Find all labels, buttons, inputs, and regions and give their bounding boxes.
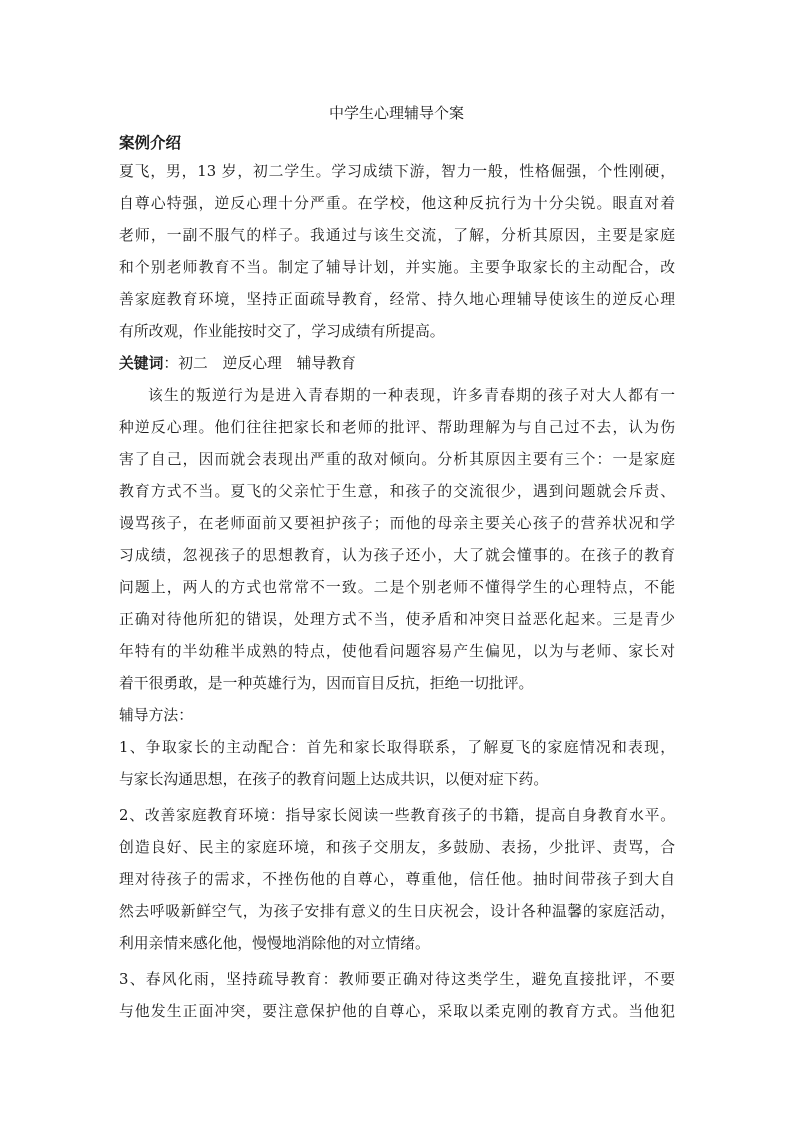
analysis-line: 教育方式不当。夏飞的父亲忙于生意，和孩子的交流很少，遇到问题就会斥责、 <box>119 483 675 500</box>
keywords-line <box>119 348 675 380</box>
analysis-line: 正确对待他所犯的错误，处理方式不当，使矛盾和冲突日益恶化起来。三是青少 <box>119 611 675 628</box>
case-intro-paragraph <box>119 156 675 348</box>
analysis-line: 种逆反心理。他们往往把家长和老师的批评、帮助理解为与自己过不去，认为伤 <box>119 419 675 436</box>
analysis-line: 着干很勇敢，是一种英雄行为，因而盲目反抗，拒绝一切批评。 <box>119 675 534 692</box>
method-line: 与他发生正面冲突，要注意保护他的自尊心，采取以柔克刚的教育方式。当他犯 <box>119 1003 675 1020</box>
case-intro-line: 自尊心特强，逆反心理十分严重。在学校，他这种反抗行为十分尖锐。眼直对着 <box>119 195 675 212</box>
method-item-2 <box>119 800 675 960</box>
case-intro-heading: 案例介绍 <box>119 134 182 152</box>
methods-heading: 辅导方法： <box>119 707 193 724</box>
method-line: 然去呼吸新鲜空气，为孩子安排有意义的生日庆祝会，设计各种温馨的家庭活动， <box>119 903 675 920</box>
case-intro-line: 夏飞，男，13 岁，初二学生。学习成绩下游，智力一般，性格倔强，个性刚硬， <box>119 163 675 180</box>
document-body <box>119 130 675 1028</box>
method-line: 与家长沟通思想，在孩子的教育问题上达成共识，以便对症下药。 <box>119 771 549 788</box>
analysis-line: 谩骂孩子，在老师面前又要袒护孩子；而他的母亲主要关心孩子的营养状况和学 <box>119 515 675 532</box>
case-intro-line: 和个别老师教育不当。制定了辅导计划，并实施。主要争取家长的主动配合，改 <box>119 259 675 276</box>
case-intro-line: 有所改观，作业能按时交了，学习成绩有所提高。 <box>119 323 445 340</box>
analysis-line: 该生的叛逆行为是进入青春期的一种表现，许多青春期的孩子对大人都有一 <box>148 387 675 404</box>
method-line: 创造良好、民主的家庭环境，和孩子交朋友，多鼓励、表扬，少批评、责骂，合 <box>119 839 675 856</box>
method-item-3 <box>119 964 675 1028</box>
analysis-line: 害了自己，因而就会表现出严重的敌对倾向。分析其原因主要有三个：一是家庭 <box>119 451 675 468</box>
method-line: 理对待孩子的需求，不挫伤他的自尊心，尊重他，信任他。抽时间带孩子到大自 <box>119 871 675 888</box>
method-item-1 <box>119 732 675 796</box>
analysis-line: 问题上，两人的方式也常常不一致。二是个别老师不懂得学生的心理特点，不能 <box>119 579 675 596</box>
analysis-paragraph <box>119 380 675 700</box>
analysis-line: 年特有的半幼稚半成熟的特点，使他看问题容易产生偏见，以为与老师、家长对 <box>119 643 675 660</box>
method-line: 利用亲情来感化他，慢慢地消除他的对立情绪。 <box>119 935 430 952</box>
method-line: 2、改善家庭教育环境：指导家长阅读一些教育孩子的书籍，提高自身教育水平。 <box>119 807 675 824</box>
keywords-text: ：初二 逆反心理 辅导教育 <box>163 355 356 372</box>
case-intro-line: 善家庭教育环境，坚持正面疏导教育，经常、持久地心理辅导使该生的逆反心理 <box>119 291 675 308</box>
keywords-label: 关键词 <box>119 355 164 372</box>
case-intro-line: 老师，一副不服气的样子。我通过与该生交流，了解，分析其原因，主要是家庭 <box>119 227 675 244</box>
method-line: 1、争取家长的主动配合：首先和家长取得联系，了解夏飞的家庭情况和表现， <box>119 739 675 756</box>
document-title: 中学生心理辅导个案 <box>328 104 464 122</box>
method-line: 3、春风化雨，坚持疏导教育：教师要正确对待这类学生，避免直接批评，不要 <box>119 971 675 988</box>
analysis-line: 习成绩，忽视孩子的思想教育，认为孩子还小，大了就会懂事的。在孩子的教育 <box>119 547 675 564</box>
